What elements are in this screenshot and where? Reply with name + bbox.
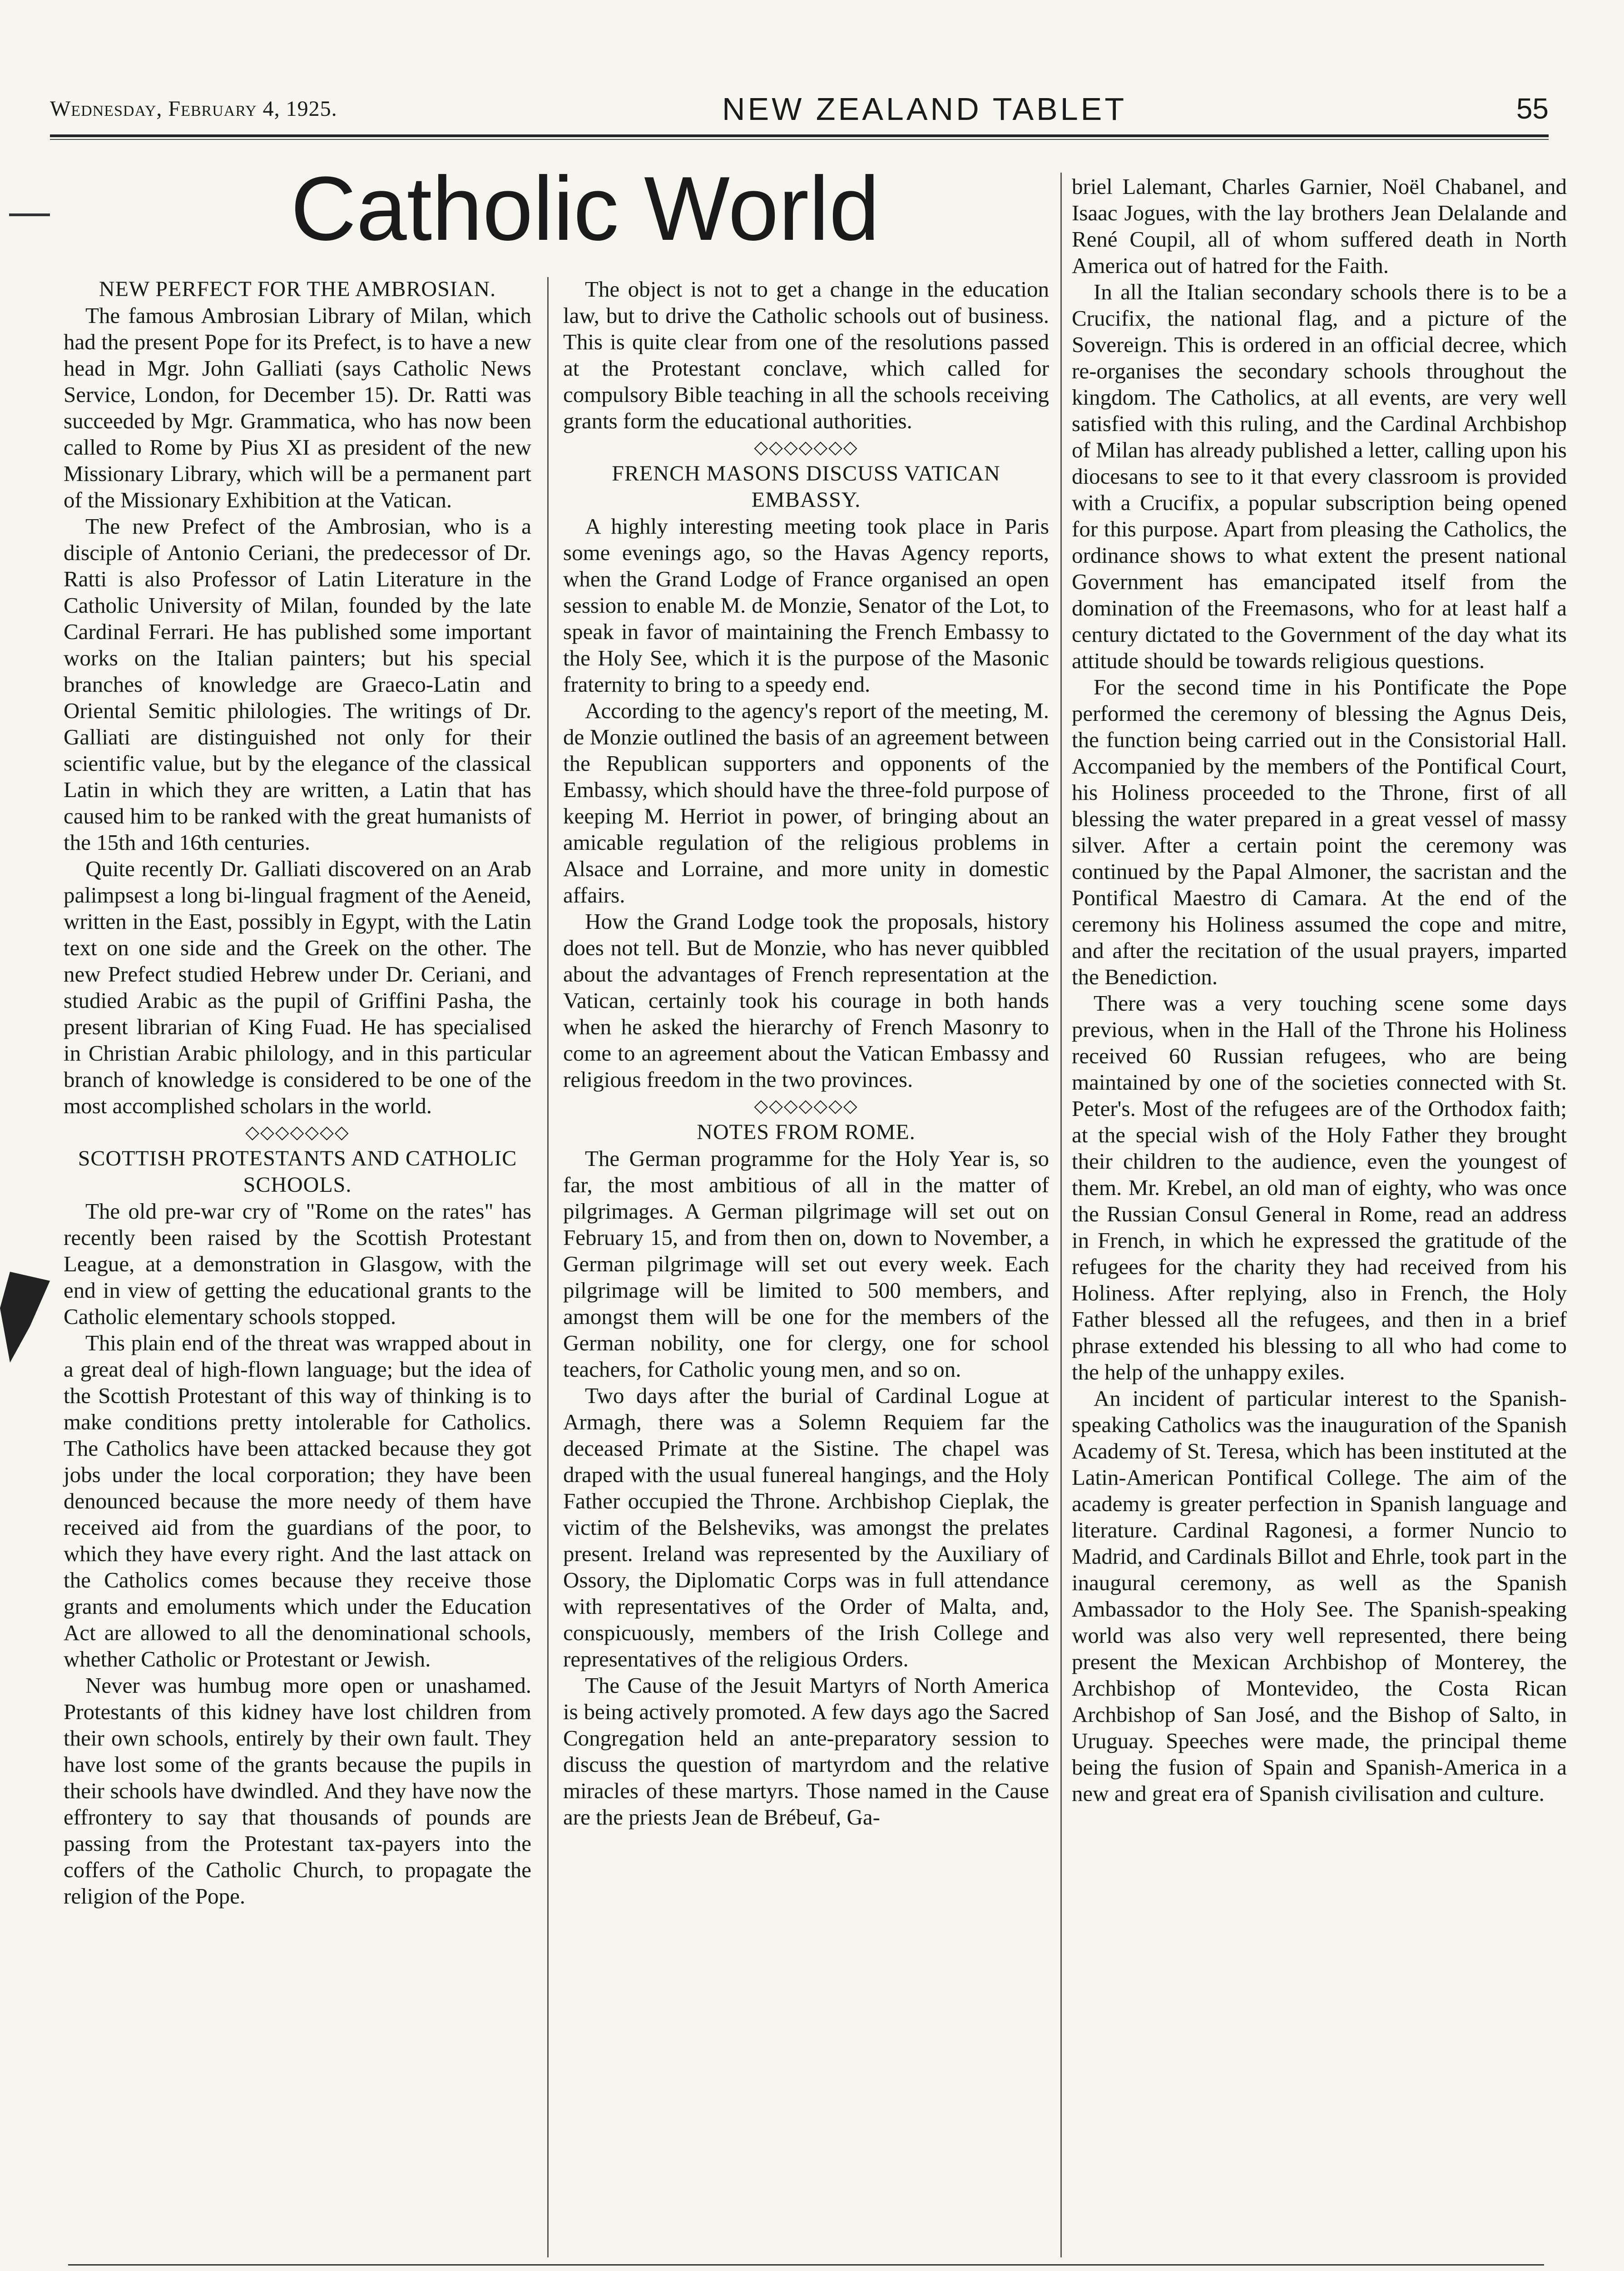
page-number: 55 <box>1516 92 1549 125</box>
paragraph: A highly interesting meeting took place in Paris some evenings ago, so the Havas Agency reports, when the Grand Lodge of France organised an open session to enable M. de Monzie, Senator of the Lot, to speak in favor of maintaining the French Embassy to the Holy See, which it is the purpose of the Masonic fraternity to bring to a speedy end. <box>563 514 1049 697</box>
paragraph: Two days after the burial of Cardinal Logue at Armagh, there was a Solemn Requiem far the deceased Primate at the Sistine. The chapel was draped with the usual funereal hangings, and the Holy Father occupied the Throne. Archbishop Cieplak, the victim of the Belsheviks, was amongst the prelates present. Ireland was represented by the Auxiliary of Ossory, the Diplomatic Corps was in full attendance with representatives of the Order of Malta, and, conspicuously, members of the Irish College and representatives of the religious Orders. <box>563 1383 1049 1671</box>
section-title: Catholic World <box>291 158 880 259</box>
paragraph: The new Prefect of the Ambrosian, who is a disciple of Antonio Ceriani, the predecessor of Dr. Ratti is also Professor of Latin Literature in the Catholic University of Milan, founded by the late Cardinal Ferrari. He has published some important works on the Italian painters; but his special branches of knowledge are Graeco-Latin and Oriental Semitic philologies. The writings of Dr. Galliati are distinguished not only for their scientific value, but by the elegance of the classical Latin in which they are written, a Latin that has caused him to be ranked with the great humanists of the 15th and 16th centuries. <box>64 514 531 855</box>
column-3 <box>1072 174 1567 1807</box>
paragraph: briel Lalemant, Charles Garnier, Noël Chabanel, and Isaac Jogues, with the lay brothers Jean Delalande and René Coupil, all of whom suffered death in North America out of hatred for the Faith. <box>1072 174 1567 278</box>
page-header <box>50 91 1549 134</box>
header-rule-thin <box>50 139 1549 140</box>
masthead: NEW ZEALAND TABLET <box>722 91 1127 127</box>
column-divider <box>547 277 549 2257</box>
paragraph: According to the agency's report of the meeting, M. de Monzie outlined the basis of an agreement between the Republican supporters and opponents of the Embassy, which should have the three-fold purpose of keeping M. Herriot in power, of bringing about an amicable regulation of the religious problems in Alsace and Lorraine, and more unity in domestic affairs. <box>563 698 1049 907</box>
advert-rule <box>68 2264 1544 2266</box>
column-1 <box>64 276 531 1909</box>
article-heading: SCOTTISH PROTESTANTS AND CATHOLIC SCHOOLS. <box>78 1146 517 1197</box>
paragraph: The Cause of the Jesuit Martyrs of North America is being actively promoted. A few days ago the Sacred Congregation held an ante-preparatory session to discuss the question of martyrdom and the relative miracles of these martyrs. Those named in the Cause are the priests Jean de Brébeuf, Ga- <box>563 1673 1049 1830</box>
ornament-divider: ◇◇◇◇◇◇◇ <box>245 1122 350 1142</box>
paragraph: The old pre-war cry of "Rome on the rates" has recently been raised by the Scottish Protestant League, at a demonstration in Glasgow, with the end in view of getting the educational grants to the Catholic elementary schools stopped. <box>64 1199 531 1329</box>
paragraph: How the Grand Lodge took the proposals, history does not tell. But de Monzie, who has never quibbled about the advantages of French representation at the Vatican, certainly took his courage in both hands when he asked the hierarchy of French Masonry to come to an agreement about the Vatican Embassy and religious freedom in the two provinces. <box>563 909 1049 1092</box>
paragraph: Quite recently Dr. Galliati discovered on an Arab palimpsest a long bi-lingual fragment of the Aeneid, written in the East, possibly in Egypt, with the Latin text on one side and the Greek on the other. The new Prefect studied Hebrew under Dr. Ceriani, and studied Arabic as the pupil of Griffini Pasha, the present librarian of King Fuad. He has specialised in Christian Arabic philology, and in this particular branch of knowledge is considered to be one of the most accomplished scholars in the world. <box>64 856 531 1118</box>
ornament-divider: ◇◇◇◇◇◇◇ <box>754 1096 858 1116</box>
paragraph: In all the Italian secondary schools there is to be a Crucifix, the national flag, and a picture of the Sovereign. This is ordered in an official decree, which re-organises the secondary schools throughout the kingdom. The Catholics, at all events, are very well satisfied with this ruling, and the Cardinal Archbishop of Milan has already published a letter, calling upon his diocesans to see to it that every classroom is provided with a Crucifix, a popular subscription being opened for this purpose. Apart from pleasing the Catholics, the ordinance shows to what extent the present national Government has emancipated itself from the domination of the Freemasons, who for at least half a century dictated to the Government of the day what its attitude should be towards religious questions. <box>1072 279 1567 673</box>
paragraph: This plain end of the threat was wrapped about in a great deal of high-flown language; but the idea of the Scottish Protestant of this way of thinking is to make conditions pretty intolerable for Catholics. The Catholics have been attacked because they got jobs under the local corporation; they have been denounced because the more needy of them have received aid from the guardians of the poor, to which they have every right. And the last attack on the Catholics comes because they receive those grants and emoluments which under the Education Act are allowed to all the denominational schools, whether Catholic or Protestant or Jewish. <box>64 1330 531 1671</box>
column-divider <box>1060 173 1062 2257</box>
paragraph: The famous Ambrosian Library of Milan, which had the present Pope for its Prefect, is to have a new head in Mgr. John Galliati (says Catholic News Service, London, for December 15). Dr. Ratti was succeeded by Mgr. Grammatica, who has now been called to Rome by Pius XI as president of the new Missionary Library, which will be a permanent part of the Missionary Exhibition at the Vatican. <box>64 303 531 512</box>
article-heading: FRENCH MASONS DISCUSS VATICAN EMBASSY. <box>612 461 1000 512</box>
paragraph: Never was humbug more open or unashamed. Protestants of this kidney have lost children from their own schools, entirely by their own fault. They have lost some of the grants because the pupils in their schools have dwindled. And they have now the effrontery to say that thousands of pounds are passing from the Protestant tax-payers into the coffers of the Catholic Church, to propagate the religion of the Pope. <box>64 1673 531 1909</box>
issue-date: Wednesday, February 4, 1925. <box>50 97 337 121</box>
article-heading: NOTES FROM ROME. <box>697 1120 916 1144</box>
article-heading: NEW PERFECT FOR THE AMBROSIAN. <box>99 277 496 301</box>
margin-mark <box>9 213 50 216</box>
paragraph: An incident of particular interest to the Spanish-speaking Catholics was the inauguration of the Spanish Academy of St. Teresa, which has been instituted at the Latin-American Pontifical College. The aim of the academy is greater perfection in Spanish language and literature. Cardinal Ragonesi, a former Nuncio to Madrid, and Cardinals Billot and Ehrle, took part in the inaugural ceremony, as well as the Spanish Ambassador to the Holy See. The Spanish-speaking world was also very well represented, there being present the Mexican Archbishop of Monterey, the Archbishop of Montevideo, the Costa Rican Archbishop of San José, and the Bishop of Salto, in Uruguay. Speeches were made, the principal theme being the fusion of Spain and Spanish-America in a new and great era of Spanish civilisation and culture. <box>1072 1386 1567 1806</box>
header-rule <box>50 134 1549 137</box>
column-2 <box>563 276 1049 1830</box>
paragraph: The German programme for the Holy Year is, so far, the most ambitious of all in the matter of pilgrimages. A German pilgrimage will set out on February 15, and from then on, down to November, a German pilgrimage will set out every week. Each pilgrimage will be limited to 500 members, and amongst them will be one for the members of the German nobility, one for clergy, one for school teachers, for Catholic young men, and so on. <box>563 1146 1049 1382</box>
paragraph: There was a very touching scene some days previous, when in the Hall of the Throne his Holiness received 60 Russian refugees, who are being maintained by one of the societies connected with St. Peter's. Most of the refugees are of the Orthodox faith; at the special wish of the Holy Father they brought their children to the audience, even the youngest of them. Mr. Krebel, an old man of eighty, who was once the Russian Consul General in Rome, read an address in French, in which he expressed the gratitude of the refugees for the charity they had received from his Holiness. After replying, also in French, the Holy Father blessed all the refugees, and then in a brief phrase extended his blessing to all who had come to the help of the unhappy exiles. <box>1072 991 1567 1384</box>
paragraph: The object is not to get a change in the education law, but to drive the Catholic schools out of business. This is quite clear from one of the resolutions passed at the Protestant conclave, which called for compulsory Bible teaching in all the schools receiving grants form the educational authorities. <box>563 277 1049 433</box>
margin-blot <box>0 1272 50 1363</box>
paragraph: For the second time in his Pontificate the Pope performed the ceremony of blessing the Agnus Deis, the function being carried out in the Consistorial Hall. Accompanied by the members of the Pontifical Court, his Holiness proceeded to the Throne, first of all blessing the water prepared in a great vessel of massy silver. After a certain point the ceremony was continued by the Papal Almoner, the sacristan and the Pontifical Maestro di Camara. At the end of the ceremony his Holiness assumed the cope and mitre, and after the recitation of the usual prayers, imparted the Benediction. <box>1072 674 1567 989</box>
ornament-divider: ◇◇◇◇◇◇◇ <box>754 437 858 457</box>
